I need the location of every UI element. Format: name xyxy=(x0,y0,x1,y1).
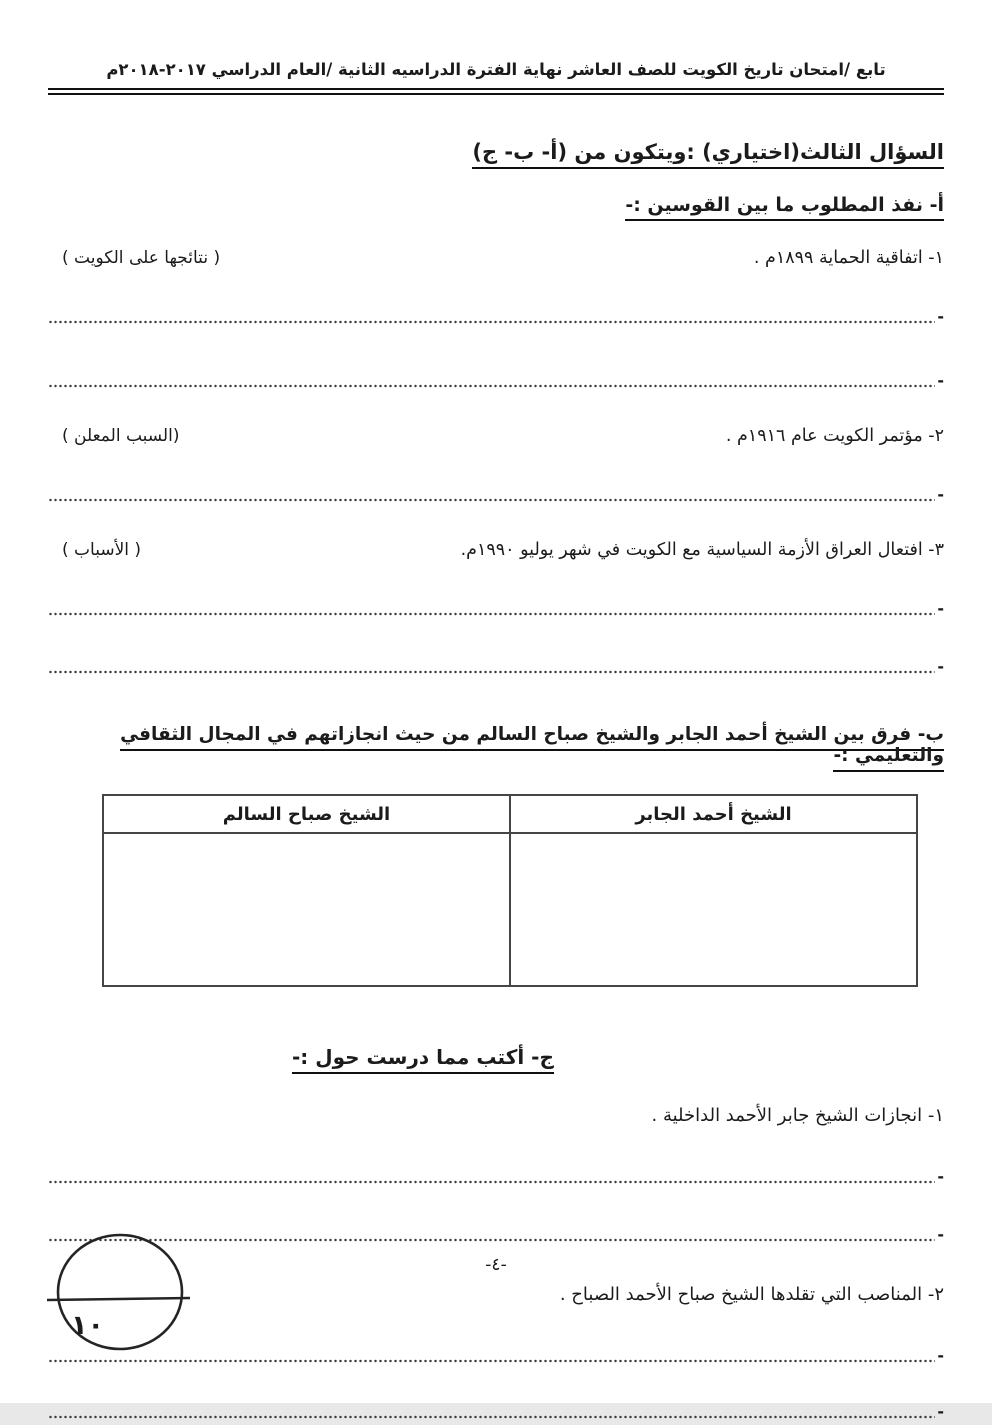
answer-line-dash: - xyxy=(937,657,944,676)
answer-line-dash: - xyxy=(937,1402,944,1421)
answer-line xyxy=(48,1167,944,1190)
answer-dots xyxy=(48,612,935,616)
answer-line xyxy=(48,485,944,508)
answer-dots xyxy=(48,670,935,674)
part-c-heading-text: ج- أكتب مما درست حول :- xyxy=(292,1045,554,1074)
part-c-item-2: ٢- المناصب التي تقلدها الشيخ صباح الأحمد الصباح . xyxy=(559,1284,944,1305)
answer-line xyxy=(48,657,944,680)
answer-line xyxy=(48,307,944,330)
part-a-heading-text: أ- نفذ المطلوب ما بين القوسين :- xyxy=(625,194,944,221)
answer-line-dash: - xyxy=(937,307,944,326)
page-number: -٤- xyxy=(485,1255,507,1275)
answer-line-dash: - xyxy=(937,1167,944,1186)
answer-dots xyxy=(48,1415,935,1419)
table-header-ahmad-aljaber: الشيخ أحمد الجابر xyxy=(510,795,917,833)
answer-line xyxy=(48,1402,944,1425)
comparison-table-answer-row xyxy=(103,833,917,986)
part-b-heading xyxy=(48,724,944,766)
question3-title xyxy=(48,140,944,164)
question3-title-text: السؤال الثالث(اختياري) :ويتكون من (أ- ب- ج) xyxy=(472,140,944,169)
answer-line-dash: - xyxy=(937,1225,944,1244)
comparison-table xyxy=(102,794,918,987)
part-a-item-1 xyxy=(48,248,944,268)
answer-line xyxy=(48,599,944,622)
table-header-sabah-alsalem: الشيخ صباح السالم xyxy=(103,795,510,833)
grade-circle-line xyxy=(47,1298,190,1300)
part-a-item-1-text: ١- اتفاقية الحماية ١٨٩٩م . xyxy=(753,248,944,268)
table-cell-sabah-alsalem-answer xyxy=(103,833,510,986)
part-c-item-1: ١- انجازات الشيخ جابر الأحمد الداخلية . xyxy=(651,1105,944,1126)
answer-line-dash: - xyxy=(937,1346,944,1365)
table-cell-ahmad-aljaber-answer xyxy=(510,833,917,986)
answer-dots xyxy=(48,498,935,502)
part-a-item-3-text: ٣- افتعال العراق الأزمة السياسية مع الكويت في شهر يوليو ١٩٩٠م. xyxy=(460,540,944,560)
part-b-heading-text: ب- فرق بين الشيخ أحمد الجابر والشيخ صباح السالم من حيث انجازاتهم في المجال الثقافي والتعليمي :- xyxy=(120,724,944,772)
grade-value: ١٠ xyxy=(71,1310,104,1341)
part-a-heading xyxy=(48,194,944,216)
answer-dots xyxy=(48,1180,935,1184)
part-a-item-3 xyxy=(48,540,944,560)
header-divider-rule xyxy=(48,88,944,95)
answer-line-dash: - xyxy=(937,485,944,504)
part-a-item-2-text: ٢- مؤتمر الكويت عام ١٩١٦م . xyxy=(725,426,944,446)
answer-dots xyxy=(48,320,935,324)
part-a-item-2-hint: (السبب المعلن ) xyxy=(62,426,180,446)
part-a-item-2 xyxy=(48,426,944,446)
comparison-table-header-row xyxy=(103,795,917,833)
grade-circle xyxy=(42,1228,202,1368)
part-a-item-3-hint: ( الأسباب ) xyxy=(62,540,142,560)
answer-line-dash: - xyxy=(937,599,944,618)
part-a-item-1-hint: ( نتائجها على الكويت ) xyxy=(62,248,221,268)
part-c-heading xyxy=(292,1045,944,1069)
answer-dots xyxy=(48,384,935,388)
answer-line xyxy=(48,371,944,394)
exam-header-title: تابع /امتحان تاريخ الكويت للصف العاشر نهاية الفترة الدراسيه الثانية /العام الدراسي ٢٠١٧-٢٠١٨م xyxy=(106,60,886,79)
answer-line-dash: - xyxy=(937,371,944,390)
